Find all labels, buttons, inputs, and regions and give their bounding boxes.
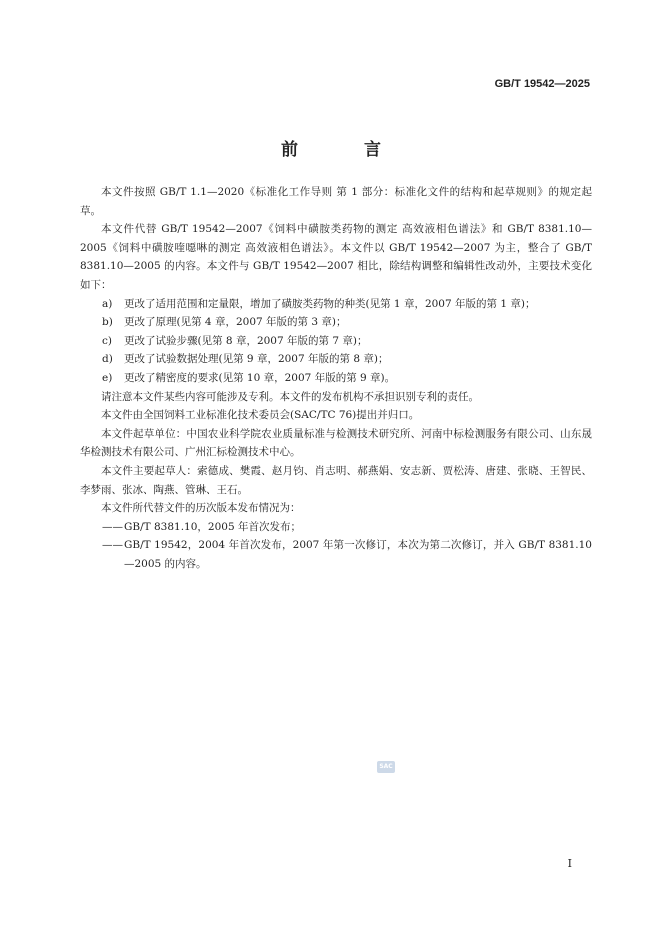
history-item-dash: —— <box>102 539 123 552</box>
list-item <box>80 313 592 332</box>
paragraph-history-intro: 本文件所代替文件的历次版本发布情况为： <box>101 502 301 515</box>
list-item-text: 更改了试验数据处理(见第 9 章，2007 年版的第 8 章)； <box>124 353 389 366</box>
sac-watermark-logo: SAC <box>377 761 395 773</box>
list-item-label: e) <box>102 371 113 384</box>
list-item-label: c) <box>102 334 112 347</box>
list-item <box>80 369 592 388</box>
list-item <box>80 332 592 351</box>
list-item-label: b) <box>102 316 113 329</box>
list-item-text: 更改了精密度的要求(见第 10 章，2007 年版的第 9 章)。 <box>124 371 396 384</box>
paragraph-drafting-rules: 本文件按照 GB/T 1.1—2020《标准化工作导则 第 1 部分：标准化文件的结构和起草规则》的规定起草。 <box>80 186 592 217</box>
paragraph-drafting-units: 本文件起草单位：中国农业科学院农业质量标准与检测技术研究所、河南中标检测服务有限公司、山东晟华检测技术有限公司、广州汇标检测技术中心。 <box>80 427 592 459</box>
list-item <box>80 350 592 369</box>
history-item <box>80 536 592 573</box>
history-item-text: GB/T 19542，2004 年首次发布，2007 年第一次修订，本次为第二次修订，并入 GB/T 8381.10—2005 的内容。 <box>124 539 592 570</box>
foreword-body <box>80 183 592 573</box>
page-title: 前 言 <box>281 140 411 160</box>
list-item-text: 更改了适用范围和定量限，增加了磺胺类药物的种类(见第 1 章，2007 年版的第 1 章)； <box>124 297 536 310</box>
paragraph-patent-notice: 请注意本文件某些内容可能涉及专利。本文件的发布机构不承担识别专利的责任。 <box>101 390 479 403</box>
history-item <box>80 518 592 537</box>
history-item-dash: —— <box>102 520 123 533</box>
history-item-text: GB/T 8381.10，2005 年首次发布； <box>124 520 301 533</box>
paragraph-replacement: 本文件代替 GB/T 19542—2007《饲料中磺胺类药物的测定 高效液相色谱法》和 GB/T 8381.10—2005《饲料中磺胺喹噁啉的测定 高效液相色谱法》。本文件以 GB/T 19542—2007 为主，整合了 GB/T 8381.10—2005 的内容。本文件与 GB/T 19542—2007 相比，除结构调整和编辑性改动外，主要技术变化如下： <box>80 223 592 291</box>
list-item-text: 更改了试验步骤(见第 8 章，2007 年版的第 7 章)； <box>124 334 368 347</box>
page-number: I <box>567 857 572 870</box>
list-item-text: 更改了原理(见第 4 章，2007 年版的第 3 章)； <box>124 316 347 329</box>
paragraph-drafters: 本文件主要起草人：索德成、樊霞、赵月钧、肖志明、郝燕娟、安志新、贾松涛、唐建、张晓、王智民、李梦雨、张冰、陶燕、管琳、王石。 <box>80 464 592 496</box>
standard-code: GB/T 19542—2025 <box>494 78 590 90</box>
paragraph-proposer: 本文件由全国饲料工业标准化技术委员会(SAC/TC 76)提出并归口。 <box>101 409 420 422</box>
list-item-label: a) <box>102 297 113 310</box>
list-item <box>80 295 592 314</box>
list-item-label: d) <box>102 353 113 366</box>
